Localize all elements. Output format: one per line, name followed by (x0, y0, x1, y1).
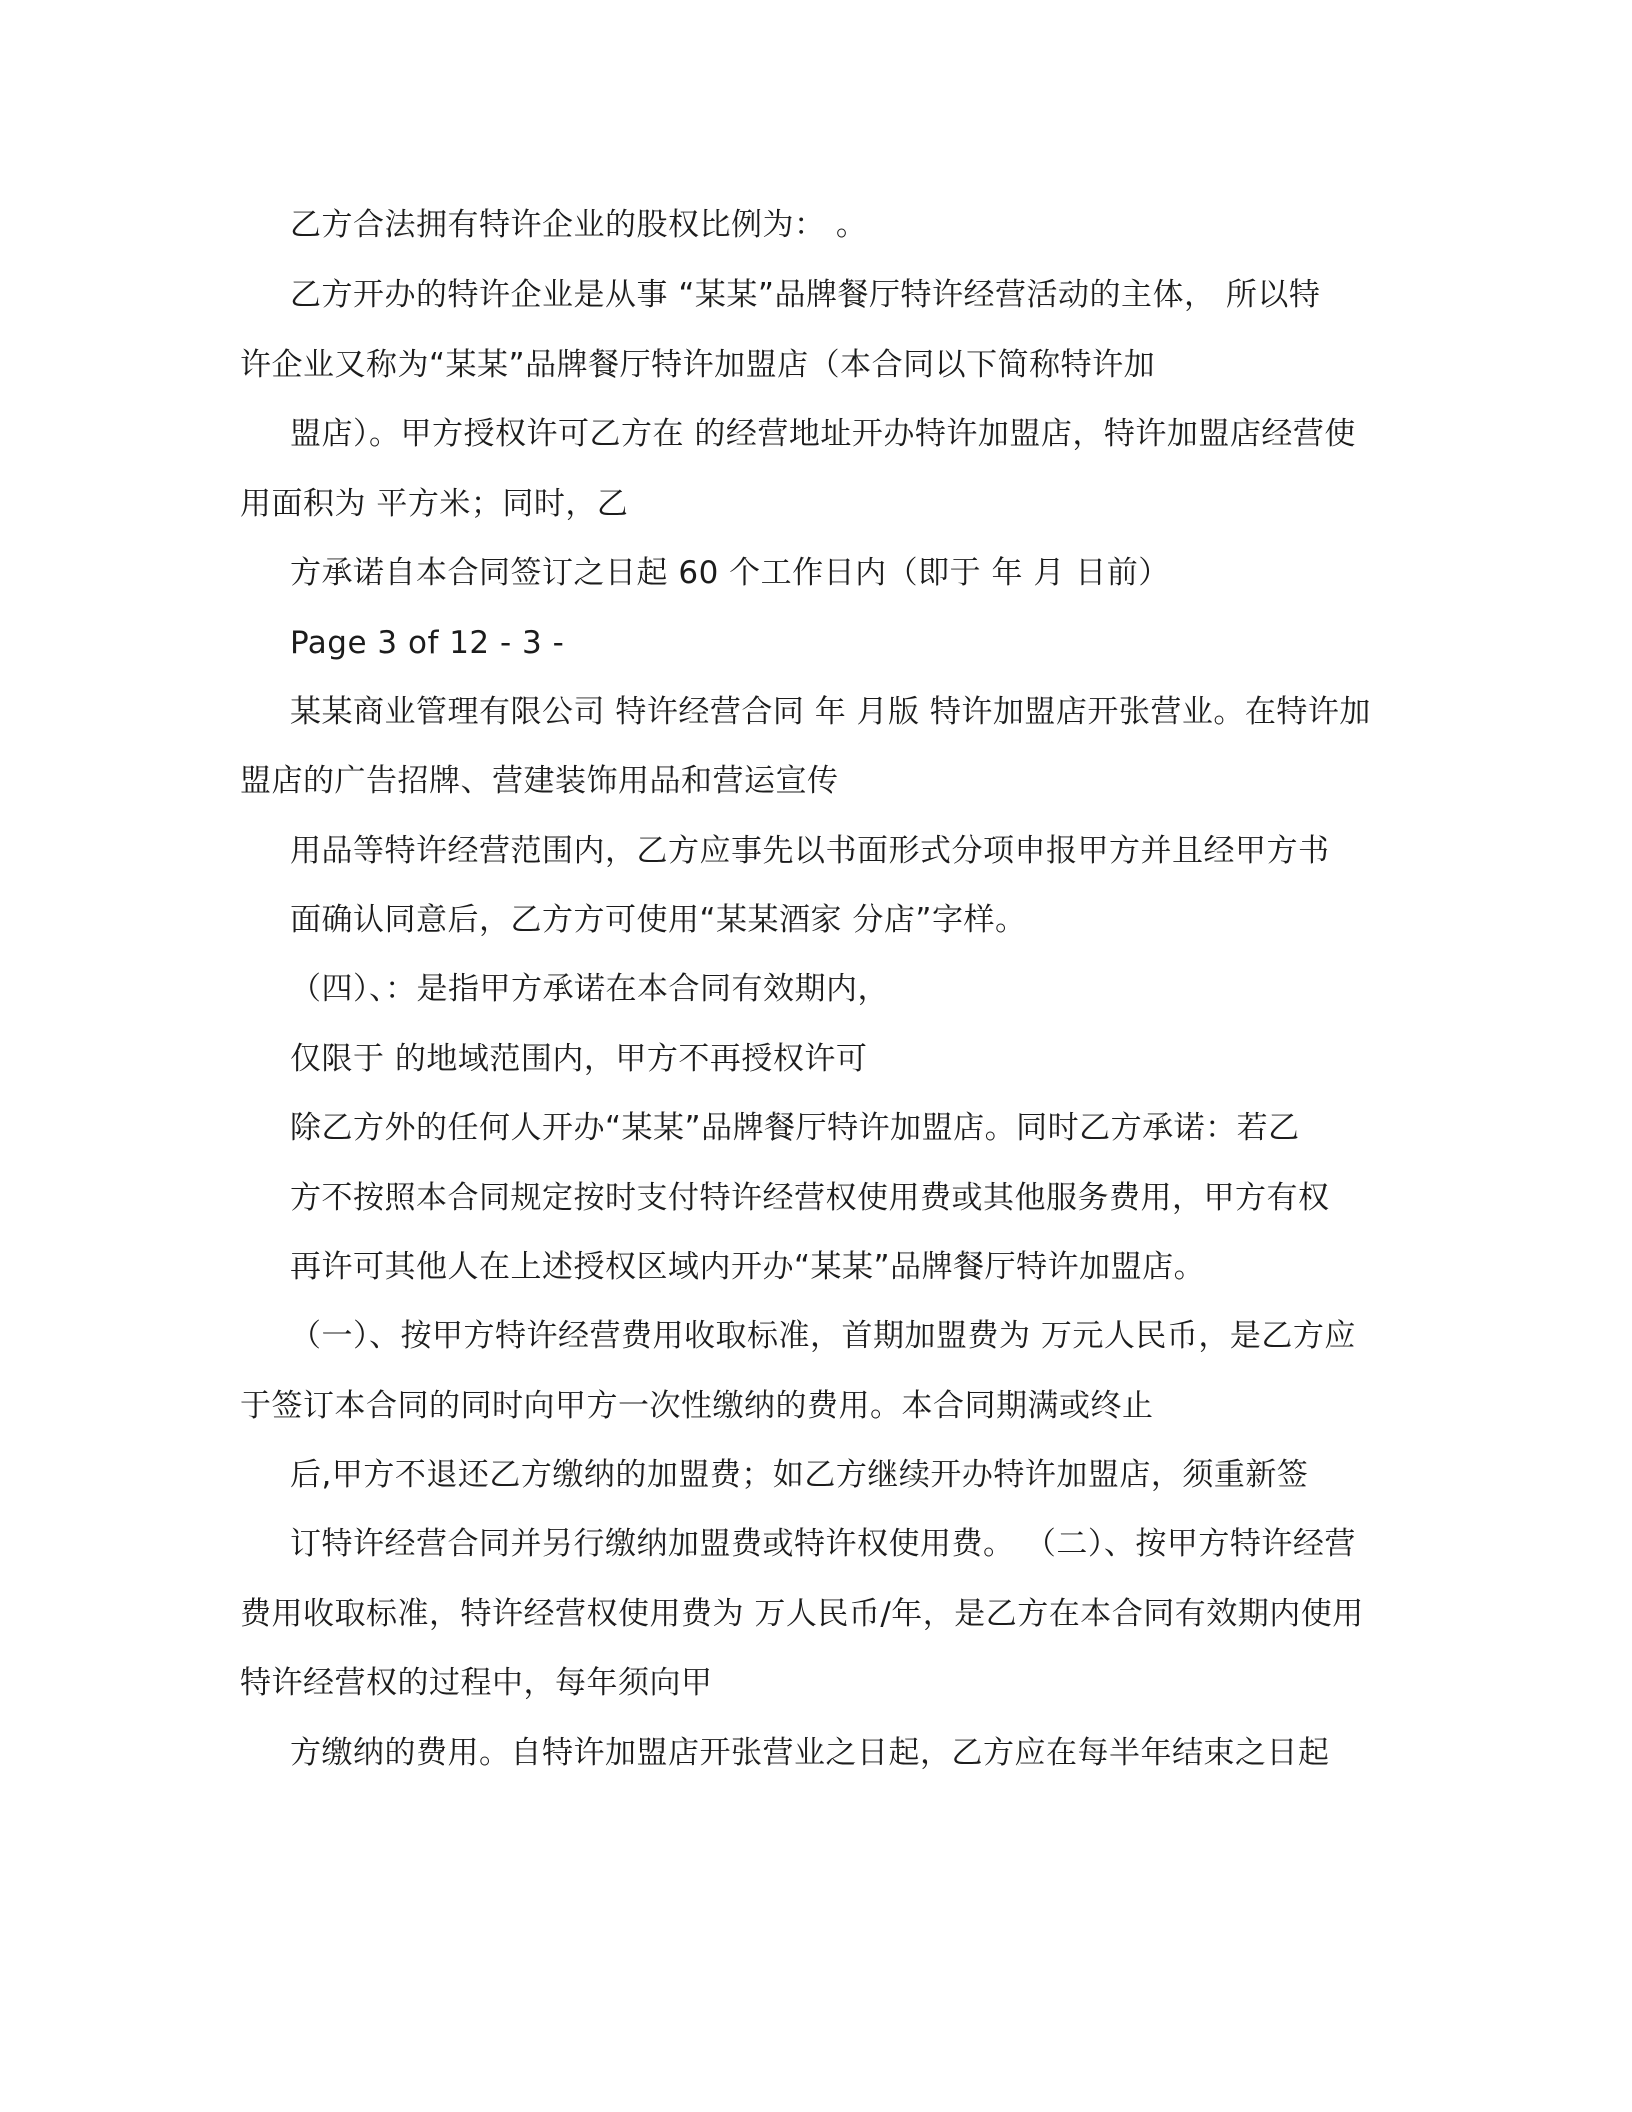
text-line: 除乙方外的任何人开办“某某”品牌餐厅特许加盟店。同时乙方承诺：若乙 (290, 1110, 1300, 1146)
text-line: 乙方开办的特许企业是从事 “某某”品牌餐厅特许经营活动的主体， 所以特 (290, 277, 1321, 313)
text-line: （一）、按甲方特许经营费用收取标准，首期加盟费为 万元人民币，是乙方应 (290, 1318, 1356, 1354)
text-line: 于签订本合同的同时向甲方一次性缴纳的费用。本合同期满或终止 (240, 1388, 1154, 1424)
text-line: 再许可其他人在上述授权区域内开办“某某”品牌餐厅特许加盟店。 (290, 1249, 1206, 1285)
text-line: 用面积为 平方米；同时，乙 (240, 486, 629, 522)
text-line: 方不按照本合同规定按时支付特许经营权使用费或其他服务费用，甲方有权 (290, 1180, 1330, 1216)
text-line: 盟店的广告招牌、营建装饰用品和营运宣传 (240, 763, 839, 799)
text-line: 特许经营权的过程中，每年须向甲 (240, 1665, 713, 1701)
text-line: 面确认同意后，乙方方可使用“某某酒家 分店”字样。 (290, 902, 1027, 938)
text-line: 订特许经营合同并另行缴纳加盟费或特许权使用费。 （二）、按甲方特许经营 (290, 1526, 1356, 1562)
text-line: 乙方合法拥有特许企业的股权比例为： 。 (290, 207, 868, 243)
text-line: 用品等特许经营范围内，乙方应事先以书面形式分项申报甲方并且经甲方书 (290, 833, 1330, 869)
text-line: 某某商业管理有限公司 特许经营合同 年 月版 特许加盟店开张营业。在特许加 (290, 694, 1371, 730)
text-line: 仅限于 的地域范围内，甲方不再授权许可 (290, 1041, 868, 1077)
text-line: （四）、：是指甲方承诺在本合同有效期内， (290, 971, 889, 1007)
text-line: 费用收取标准，特许经营权使用费为 万人民币/年，是乙方在本合同有效期内使用 (240, 1596, 1364, 1632)
text-line: 方缴纳的费用。自特许加盟店开张营业之日起，乙方应在每半年结束之日起 (290, 1735, 1330, 1771)
text-line: 盟店）。甲方授权许可乙方在 的经营地址开办特许加盟店，特许加盟店经营使 (290, 416, 1356, 452)
text-line: 许企业又称为“某某”品牌餐厅特许加盟店（本合同以下简称特许加 (240, 347, 1156, 383)
text-line: 方承诺自本合同签订之日起 60 个工作日内（即于 年 月 日前） (290, 555, 1170, 591)
page-number: Page 3 of 12 - 3 - (290, 625, 565, 661)
text-line: 后,甲方不退还乙方缴纳的加盟费；如乙方继续开办特许加盟店，须重新签 (290, 1457, 1309, 1493)
